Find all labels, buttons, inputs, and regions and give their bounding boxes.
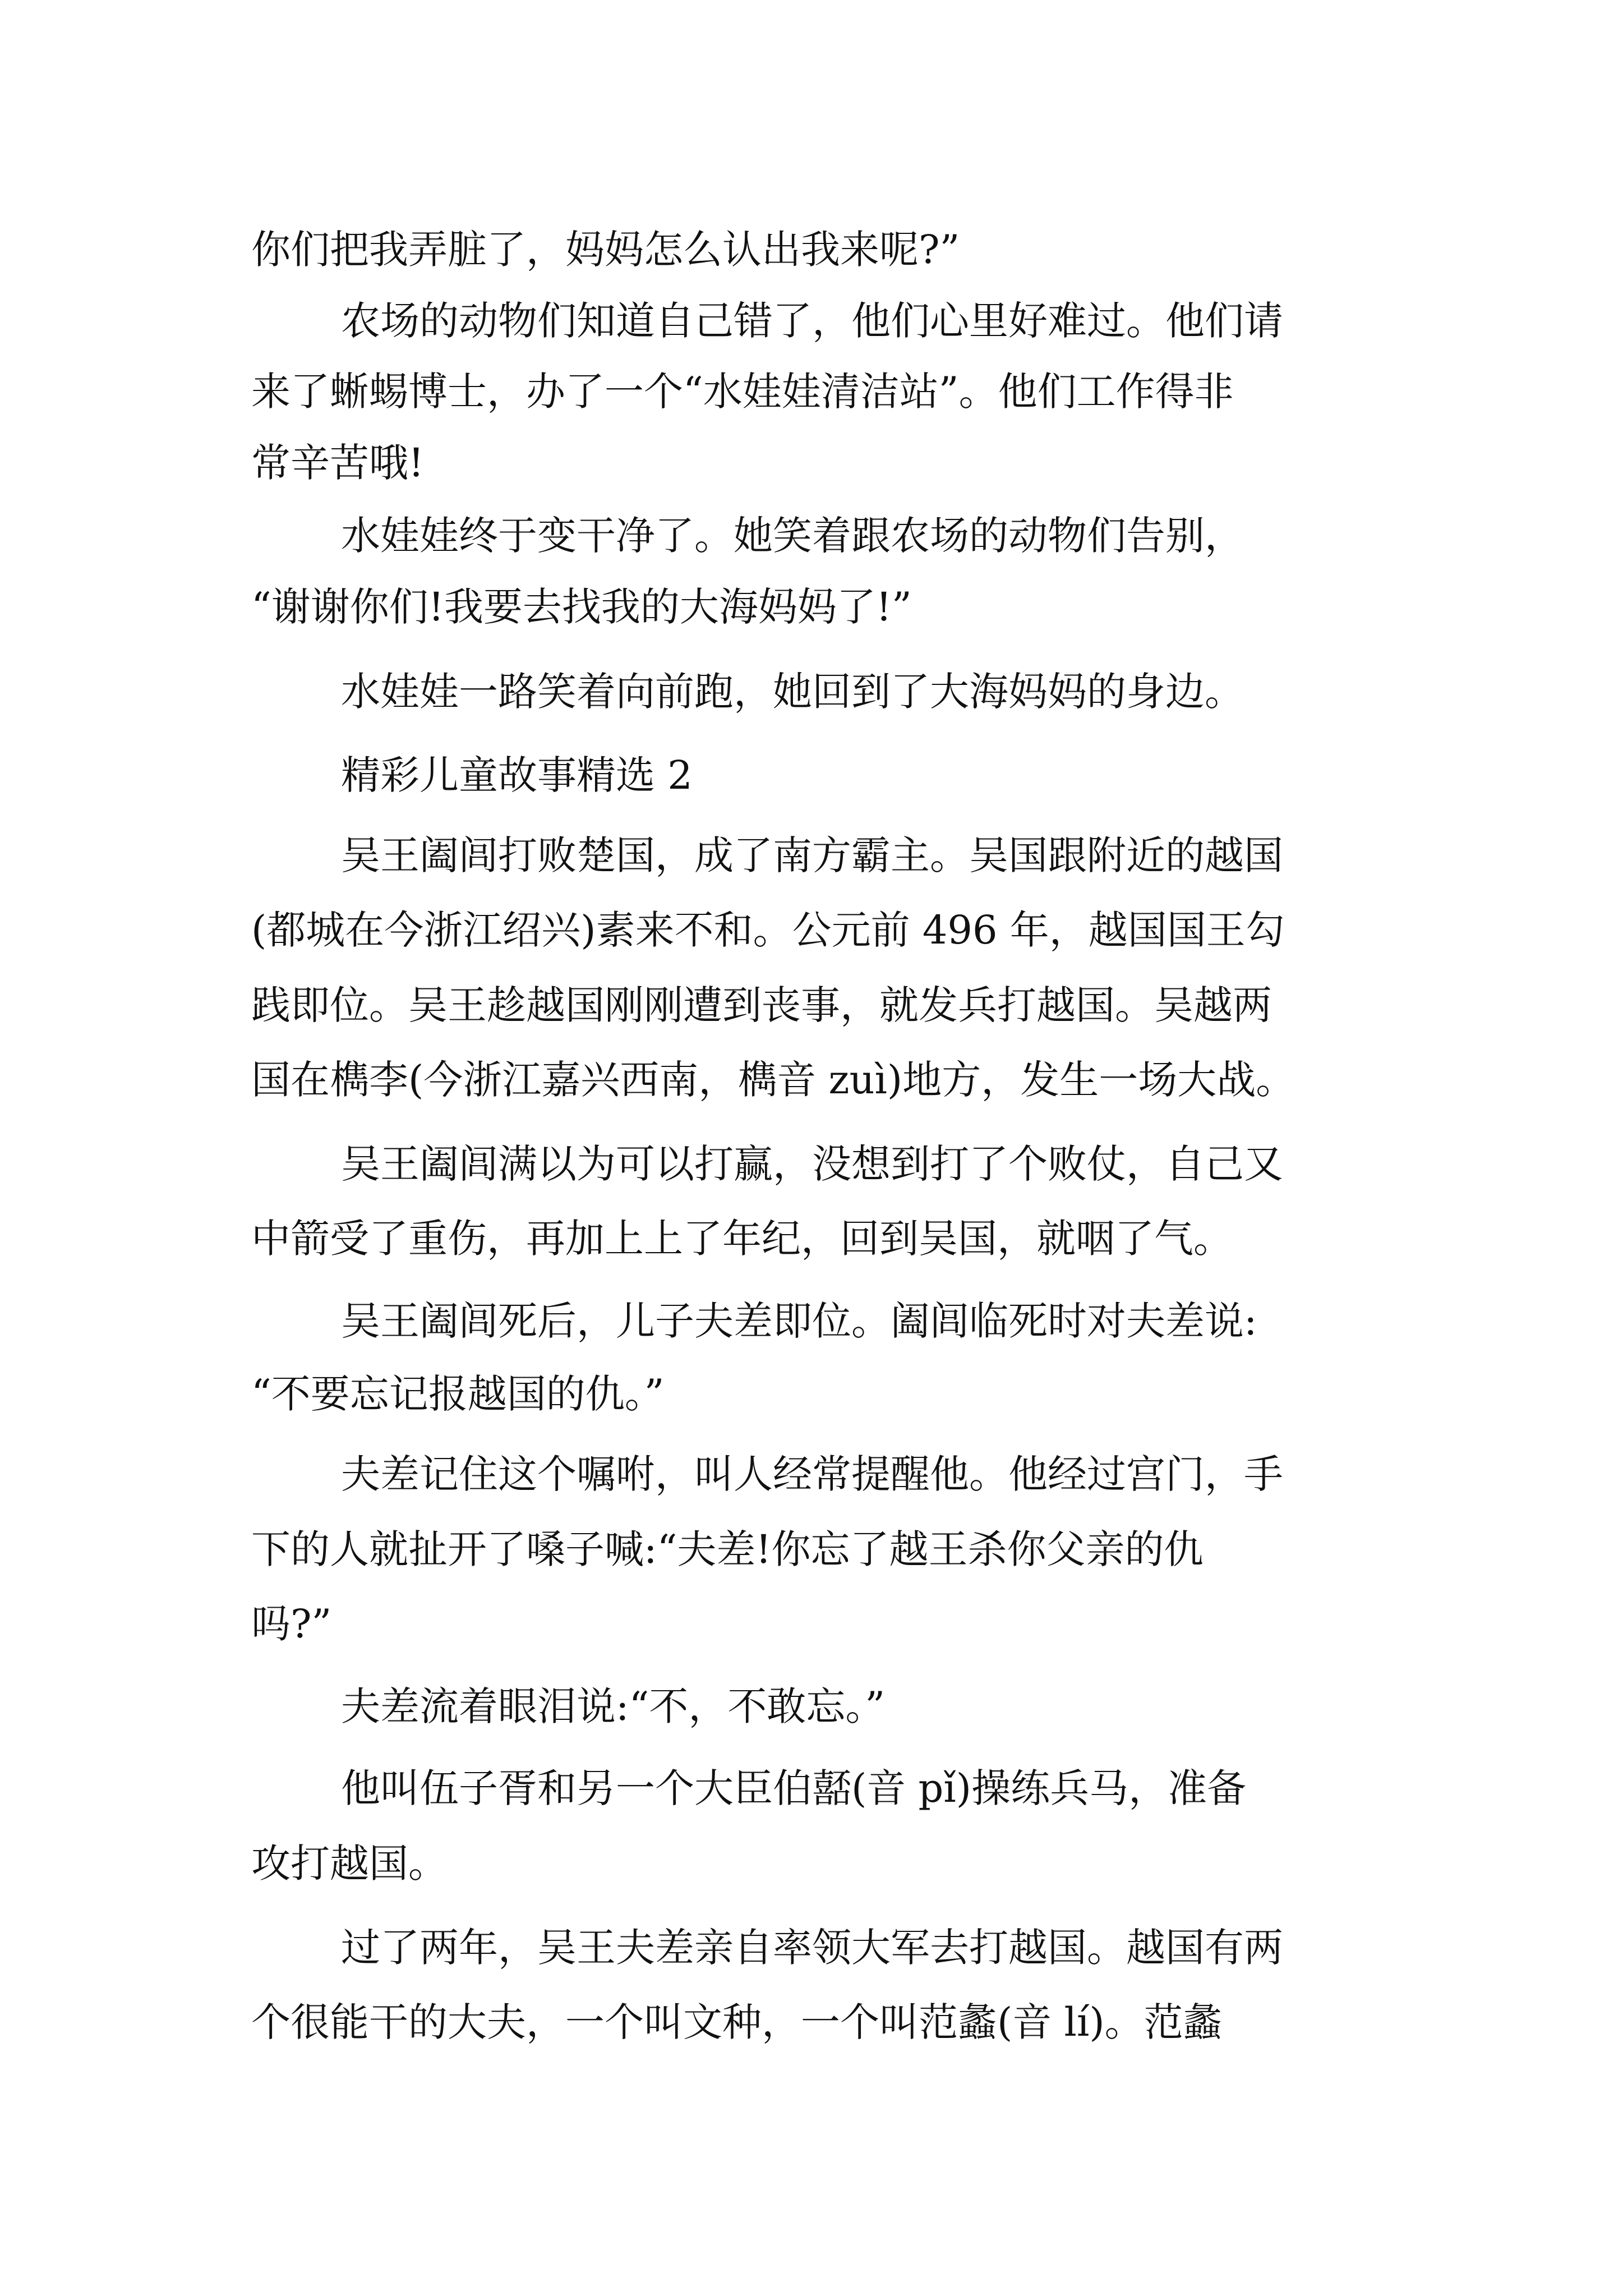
text-line-11: 践即位。吴王趁越国刚刚遭到丧事，就发兵打越国。吴越两 [251,982,1272,1028]
text-line-19: 吗?” [251,1601,332,1647]
text-line-1: 你们把我弄脏了，妈妈怎么认出我来呢?” [251,227,960,273]
text-line-18: 下的人就扯开了嗓子喊:“夫差!你忘了越王杀你父亲的仇 [251,1526,1204,1572]
text-line-20: 夫差流着眼泪说:“不，不敢忘。” [341,1683,886,1729]
text-line-14: 中箭受了重伤，再加上上了年纪，回到吴国，就咽了气。 [251,1216,1233,1262]
text-line-24: 个很能干的大夫，一个叫文种，一个叫范蠡(音 lí)。范蠡 [251,1999,1223,2045]
text-line-23: 过了两年，吴王夫差亲自率领大军去打越国。越国有两 [341,1925,1283,1971]
text-line-7: 水娃娃一路笑着向前跑，她回到了大海妈妈的身边。 [341,669,1244,715]
text-line-5: 水娃娃终于变干净了。她笑着跟农场的动物们告别， [341,513,1244,559]
text-line-13: 吴王阖闾满以为可以打赢，没想到打了个败仗，自己又 [341,1141,1283,1187]
text-line-21: 他叫伍子胥和另一个大臣伯嚭(音 pǐ)操练兵马，准备 [341,1765,1247,1811]
text-line-17: 夫差记住这个嘱咐，叫人经常提醒他。他经过宫门，手 [341,1451,1283,1497]
text-line-4: 常辛苦哦! [251,440,425,486]
text-line-9: 吴王阖闾打败楚国，成了南方霸主。吴国跟附近的越国 [341,832,1283,878]
section-heading: 精彩儿童故事精选 2 [341,752,693,798]
text-line-2: 农场的动物们知道自己错了，他们心里好难过。他们请 [341,298,1283,344]
text-line-15: 吴王阖闾死后，儿子夫差即位。阖闾临死时对夫差说: [341,1298,1257,1344]
text-line-16: “不要忘记报越国的仇。” [251,1371,665,1417]
text-line-10: (都城在今浙江绍兴)素来不和。公元前 496 年，越国国王勾 [251,907,1285,953]
text-line-3: 来了蜥蜴博士，办了一个“水娃娃清洁站”。他们工作得非 [251,369,1234,415]
text-line-12: 国在檇李(今浙江嘉兴西南，檇音 zuì)地方，发生一场大战。 [251,1057,1295,1103]
text-line-22: 攻打越国。 [251,1841,448,1887]
text-line-6: “谢谢你们!我要去找我的大海妈妈了!” [251,584,912,630]
